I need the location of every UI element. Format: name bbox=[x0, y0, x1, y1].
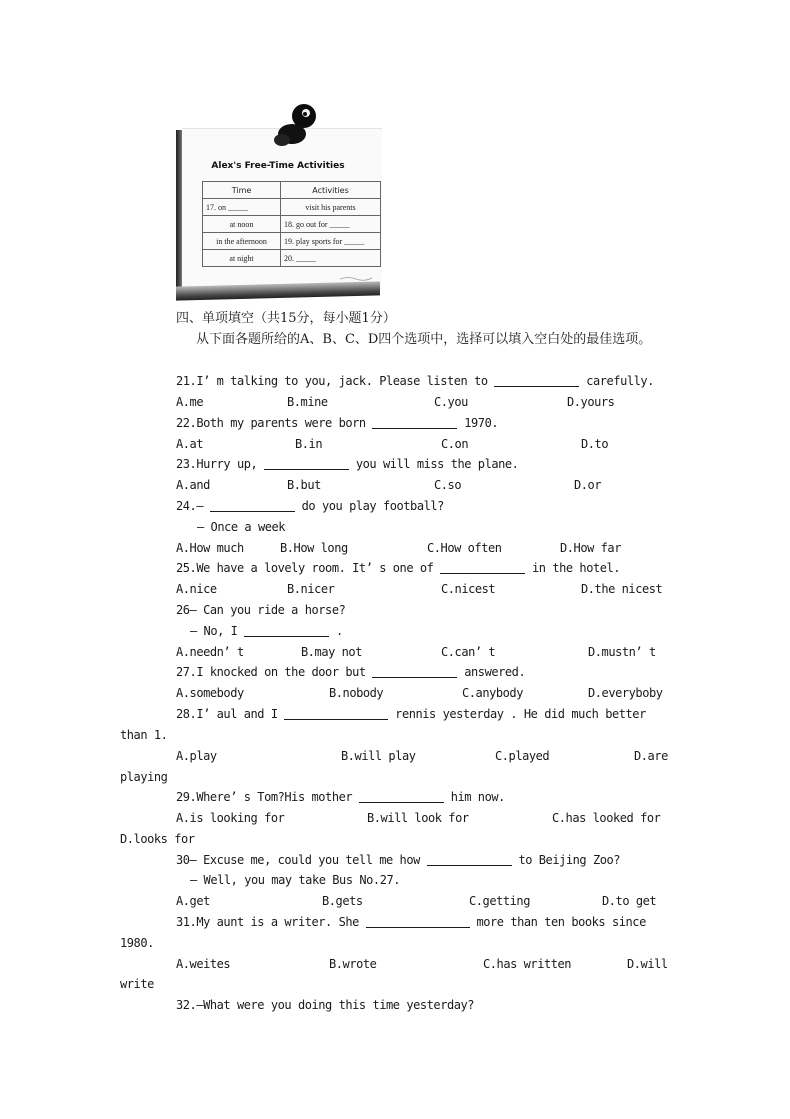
question-28-stem bbox=[176, 706, 646, 722]
option-d: D.will bbox=[627, 957, 668, 971]
card-scribble-mark bbox=[338, 275, 378, 281]
option-d-continuation: write bbox=[120, 977, 154, 991]
option-c: C.so bbox=[434, 478, 462, 492]
table-header-row bbox=[203, 182, 381, 199]
stem-text: 22.Both my parents were born bbox=[176, 416, 373, 430]
answer-blank bbox=[284, 708, 388, 720]
stem-text: to Beijing Zoo? bbox=[511, 853, 621, 867]
answer-blank bbox=[427, 854, 512, 866]
option-c: C.anybody bbox=[462, 686, 523, 700]
header-time: Time bbox=[203, 182, 281, 199]
option-d-continuation: playing bbox=[120, 770, 168, 784]
table-row bbox=[203, 199, 381, 216]
option-b: B.gets bbox=[322, 894, 363, 908]
activity-cell: 19. play sports for _____ bbox=[281, 233, 381, 250]
question-30-reply: — Well, you may take Bus No.27. bbox=[190, 873, 401, 887]
table-row bbox=[203, 233, 381, 250]
option-c: C.has written bbox=[483, 957, 572, 971]
option-c: C.you bbox=[434, 395, 468, 409]
question-26-reply bbox=[190, 623, 343, 639]
stem-text: 28.I’ aul and I bbox=[176, 707, 285, 721]
section-instruction: 从下面各题所给的A、B、C、D四个选项中，选择可以填入空白处的最佳选项。 bbox=[196, 332, 652, 347]
answer-blank bbox=[440, 562, 525, 574]
stem-text: 25.We have a lovely room. It’ s one of bbox=[176, 561, 441, 575]
option-a: A.me bbox=[176, 395, 204, 409]
stem-text: 27.I knocked on the door but bbox=[176, 665, 373, 679]
activities-table bbox=[202, 181, 381, 267]
answer-blank bbox=[372, 417, 457, 429]
stem-text: rennis yesterday . He did much better bbox=[388, 707, 646, 721]
option-b: B.will look for bbox=[367, 811, 469, 825]
activity-cell: visit his parents bbox=[281, 199, 381, 216]
note-card bbox=[182, 128, 382, 289]
time-cell: at night bbox=[203, 250, 281, 267]
question-21-stem bbox=[176, 373, 654, 389]
table-row bbox=[203, 250, 381, 267]
stem-text: him now. bbox=[443, 790, 505, 804]
question-28-continuation: than 1. bbox=[120, 728, 168, 742]
option-a: A.at bbox=[176, 437, 204, 451]
stem-text: answered. bbox=[457, 665, 526, 679]
option-b: B.nicer bbox=[287, 582, 335, 596]
question-24-reply: — Once a week bbox=[197, 520, 286, 534]
option-c: C.can’ t bbox=[441, 645, 496, 659]
option-d: D.to bbox=[581, 437, 609, 451]
option-d: D.the nicest bbox=[581, 582, 663, 596]
answer-blank bbox=[366, 916, 470, 928]
question-31-continuation: 1980. bbox=[120, 936, 154, 950]
option-c: C.nicest bbox=[441, 582, 496, 596]
option-a: A.somebody bbox=[176, 686, 244, 700]
option-a: A.get bbox=[176, 894, 210, 908]
stem-text: do you play football? bbox=[294, 499, 444, 513]
option-a: A.and bbox=[176, 478, 210, 492]
answer-blank bbox=[210, 500, 295, 512]
option-d: D.to get bbox=[602, 894, 657, 908]
option-d: D.mustn’ t bbox=[588, 645, 656, 659]
option-b: B.will play bbox=[341, 749, 416, 763]
option-b: B.wrote bbox=[329, 957, 377, 971]
question-31-stem bbox=[176, 914, 646, 930]
time-cell: in the afternoon bbox=[203, 233, 281, 250]
stem-text: carefully. bbox=[579, 374, 654, 388]
question-29-stem bbox=[176, 789, 505, 805]
option-d: D.looks for bbox=[120, 832, 195, 846]
activities-figure bbox=[176, 100, 384, 300]
option-a: A.play bbox=[176, 749, 217, 763]
time-cell: 17. on _____ bbox=[203, 199, 281, 216]
question-27-stem bbox=[176, 664, 525, 680]
question-26-stem: 26— Can you ride a horse? bbox=[176, 603, 346, 617]
option-c: C.on bbox=[441, 437, 469, 451]
question-23-stem bbox=[176, 456, 518, 472]
option-b: B.How long bbox=[280, 541, 348, 555]
stem-text: 29.Where’ s Tom?His mother bbox=[176, 790, 359, 804]
question-30-stem bbox=[176, 852, 620, 868]
option-d: D.yours bbox=[567, 395, 615, 409]
option-b: B.but bbox=[287, 478, 321, 492]
option-c: C.has looked for bbox=[552, 811, 661, 825]
answer-blank bbox=[264, 458, 349, 470]
question-24-stem bbox=[176, 498, 444, 514]
answer-blank bbox=[372, 666, 457, 678]
stem-text: 30— Excuse me, could you tell me how bbox=[176, 853, 427, 867]
section-title: 四、单项填空（共15分，每小题1分） bbox=[176, 311, 396, 326]
question-32-stem: 32.—What were you doing this time yesterday? bbox=[176, 998, 475, 1012]
option-b: B.may not bbox=[301, 645, 362, 659]
answer-blank bbox=[494, 375, 579, 387]
stem-text: — No, I bbox=[190, 624, 245, 638]
header-activities: Activities bbox=[281, 182, 381, 199]
option-b: B.nobody bbox=[329, 686, 384, 700]
option-b: B.in bbox=[295, 437, 323, 451]
pushpin-icon bbox=[266, 100, 326, 150]
stem-text: 23.Hurry up, bbox=[176, 457, 265, 471]
option-a: A.nice bbox=[176, 582, 217, 596]
stem-text: 31.My aunt is a writer. She bbox=[176, 915, 366, 929]
time-cell: at noon bbox=[203, 216, 281, 233]
stem-text: 24.— bbox=[176, 499, 210, 513]
option-a: A.How much bbox=[176, 541, 244, 555]
option-d: D.or bbox=[574, 478, 602, 492]
option-b: B.mine bbox=[287, 395, 328, 409]
question-25-stem bbox=[176, 560, 620, 576]
answer-blank bbox=[359, 791, 444, 803]
option-a: A.is looking for bbox=[176, 811, 285, 825]
stem-text: 21.I’ m talking to you, jack. Please listen to bbox=[176, 374, 495, 388]
option-d: D.are bbox=[634, 749, 668, 763]
table-row bbox=[203, 216, 381, 233]
stem-text: 1970. bbox=[457, 416, 499, 430]
option-a: A.needn’ t bbox=[176, 645, 244, 659]
stem-text: in the hotel. bbox=[525, 561, 621, 575]
option-d: D.How far bbox=[560, 541, 621, 555]
stem-text: more than ten books since bbox=[469, 915, 646, 929]
option-c: C.played bbox=[495, 749, 550, 763]
activity-cell: 20. _____ bbox=[281, 250, 381, 267]
option-c: C.How often bbox=[427, 541, 502, 555]
option-d: D.everyboby bbox=[588, 686, 663, 700]
answer-blank bbox=[244, 625, 329, 637]
stem-text: you will miss the plane. bbox=[349, 457, 519, 471]
figure-title: Alex's Free-Time Activities bbox=[211, 161, 345, 171]
activity-cell: 18. go out for _____ bbox=[281, 216, 381, 233]
question-22-stem bbox=[176, 415, 498, 431]
stem-text: . bbox=[329, 624, 343, 638]
option-c: C.getting bbox=[469, 894, 530, 908]
option-a: A.weites bbox=[176, 957, 231, 971]
